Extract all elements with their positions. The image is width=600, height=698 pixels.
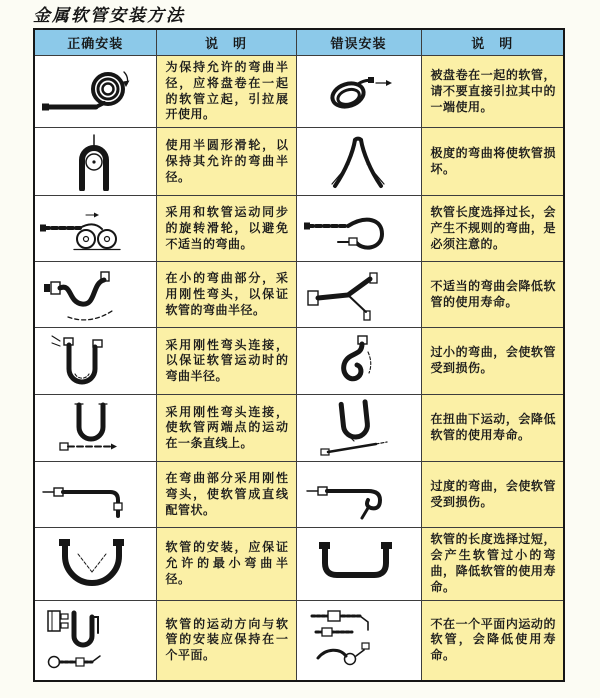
rigid-elbow-small-bend-icon [38,267,152,323]
table-row [34,328,564,395]
correct-note: 使用半圆形滑轮，以保持其允许的弯曲半径。 [156,128,296,196]
wrong-image-cell [296,395,421,462]
correct-note: 软管的运动方向与软管的安装应保持在一个平面。 [156,600,296,681]
too-short-flat-u-icon [302,534,416,594]
correct-image-cell [34,196,156,262]
wrong-note: 软管长度选择过长，会产生不规则的弯曲，是必须注意的。 [421,196,564,262]
wrong-image-cell [296,262,421,328]
header-correct-install: 正确安装 [34,29,156,56]
out-of-plane-motion-icon [302,603,416,677]
wrong-image-cell [296,56,421,128]
standing-coil-pulled-open-icon [38,64,152,120]
wrong-note: 被盘卷在一起的软管，请不要直接引拉其中的一端使用。 [421,56,564,128]
rigid-elbow-u-loop-icon [38,332,152,390]
wrong-note: 过小的弯曲，会使软管受到损伤。 [421,328,564,395]
overbent-end-curl-icon [302,467,416,523]
wrong-image-cell [296,196,421,262]
correct-image-cell [34,128,156,196]
wrong-note: 不适当的弯曲会降低软管的使用寿命。 [421,262,564,328]
wrong-note: 过度的弯曲，会使软管受到损伤。 [421,462,564,528]
wrong-image-cell [296,328,421,395]
correct-image-cell [34,462,156,528]
table-row [34,528,564,600]
correct-note: 软管的安装，应保证允许的最小弯曲半径。 [156,528,296,600]
twisted-u-loop-icon [302,399,416,457]
table-row [34,600,564,681]
header-row [34,29,564,56]
wrong-note: 软管的长度选择过短，会产生软管过小的弯曲，降低软管的使用寿命。 [421,528,564,600]
page-title: 金属软管安装方法 [33,6,185,26]
header-note-left: 说 明 [156,29,296,56]
hose-over-semicircular-pulley-icon [38,133,152,191]
header-wrong-install: 错误安装 [296,29,421,56]
wrong-note: 在扭曲下运动，会降低软管的使用寿命。 [421,395,564,462]
table-row [34,56,564,128]
correct-note: 在弯曲部分采用刚性弯头，使软管成直线配管状。 [156,462,296,528]
table-row [34,128,564,196]
correct-image-cell [34,56,156,128]
correct-note: 采用和软管运动同步的旋转滑轮，以避免不适当的弯曲。 [156,196,296,262]
improper-sharp-bend-icon [302,267,416,323]
installation-table [33,28,565,682]
correct-image-cell [34,262,156,328]
wrong-image-cell [296,600,421,681]
table-row [34,262,564,328]
lying-coil-pulled-directly-icon [302,64,416,120]
u-loop-straight-line-motion-icon [38,399,152,457]
correct-image-cell [34,528,156,600]
correct-image-cell [34,395,156,462]
straight-run-with-rigid-elbow-icon [38,467,152,523]
synchronized-rotating-pulleys-icon [38,201,152,257]
correct-note: 在小的弯曲部分，采用刚性弯头，以保证软管的弯曲半径。 [156,262,296,328]
extreme-hairpin-bend-icon [302,133,416,191]
correct-image-cell [34,600,156,681]
single-plane-loop-icon [38,603,152,677]
wrong-image-cell [296,128,421,196]
wrong-image-cell [296,528,421,600]
correct-image-cell [34,328,156,395]
too-small-bend-hook-icon [302,332,416,390]
wrong-image-cell [296,462,421,528]
correct-note: 采用刚性弯头连接，使软管两端点的运动在一条直线上。 [156,395,296,462]
wrong-note: 极度的弯曲将使软管损坏。 [421,128,564,196]
wrong-note: 不在一个平面内运动的软管，会降低使用寿命。 [421,600,564,681]
minimum-bend-radius-u-icon [38,534,152,594]
overlong-hose-irregular-loop-icon [302,201,416,257]
table-row [34,395,564,462]
table-row [34,462,564,528]
header-note-right: 说 明 [421,29,564,56]
correct-note: 采用刚性弯头连接，以保证软管运动时的弯曲半径。 [156,328,296,395]
correct-note: 为保持允许的弯曲半径，应将盘卷在一起的软管立起，引拉展开使用。 [156,56,296,128]
table-row [34,196,564,262]
